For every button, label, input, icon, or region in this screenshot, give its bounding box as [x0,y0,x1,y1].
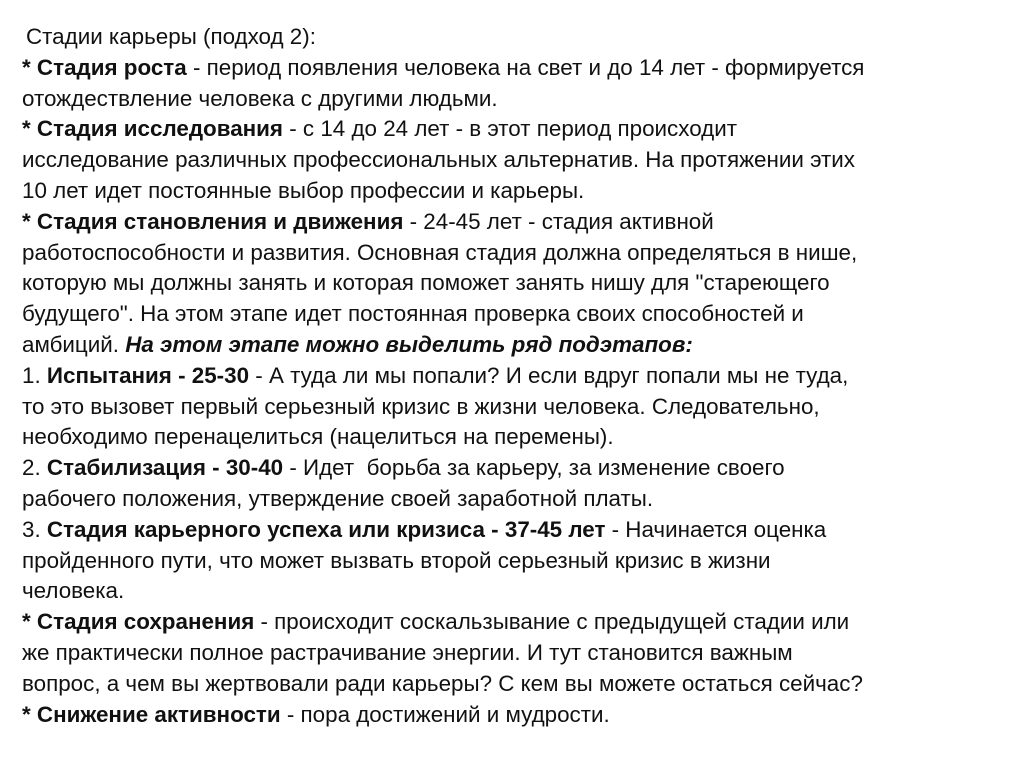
bold-text: Стадия карьерного успеха или кризиса - 37-45 лет [46,516,606,542]
plain-text: - А туда ли мы попали? И если вдруг попали мы не туда, [249,362,849,388]
bold-text: Испытания - 25-30 [46,362,250,388]
plain-text: - происходит соскальзывание с предыдущей стадии или [254,609,850,635]
bold-italic-text: На этом этапе можно выделить ряд подэтапов: [125,331,693,357]
text-line [22,84,1012,115]
plain-text: необходимо перенацелиться (нацелиться на перемены). [22,424,614,450]
plain-text: - период появления человека на свет и до 14 лет - формируется [186,54,865,80]
plain-text: пройденного пути, что может вызвать второй серьезный кризис в жизни [22,547,771,573]
plain-text: - Начинается оценка [605,516,827,542]
text-line [22,268,1012,299]
plain-text: - Идет борьба за карьеру, за изменение своего [283,455,785,481]
text-line [22,422,1012,453]
text-line [22,515,1012,546]
text-line [22,176,1012,207]
text-line [22,145,1012,176]
bold-text: * Стадия роста [22,54,187,80]
plain-text: вопрос, а чем вы жертвовали ради карьеры? С кем вы можете остаться сейчас? [22,670,863,696]
text-line [22,22,1012,53]
plain-text: - 24-45 лет - стадия активной [403,208,714,234]
text-line [22,114,1012,145]
plain-text: рабочего положения, утверждение своей заработной платы. [22,485,654,511]
plain-text: 2. [22,455,47,481]
text-line [22,238,1012,269]
career-stages-text [22,22,1012,730]
plain-text: 1. [22,362,47,388]
text-line [22,453,1012,484]
text-line [22,484,1012,515]
bold-text: * Снижение активности [22,701,281,727]
text-line [22,638,1012,669]
plain-text: работоспособности и развития. Основная стадия должна определяться в нише, [22,239,858,265]
plain-text: - пора достижений и мудрости. [280,701,610,727]
plain-text: отождествление человека с другими людьми. [22,85,498,111]
text-line [22,669,1012,700]
text-line [22,299,1012,330]
text-line [22,700,1012,731]
plain-text: человека. [22,578,125,604]
plain-text: 3. [22,516,47,542]
text-line [22,607,1012,638]
plain-text: - с 14 до 24 лет - в этот период происходит [283,116,737,142]
plain-text: же практически полное растрачивание энергии. И тут становится важным [22,639,793,665]
text-line [22,361,1012,392]
plain-text: Стадии карьеры (подход 2): [26,24,316,49]
text-line [22,330,1012,361]
text-line [22,207,1012,238]
plain-text: амбиций. [22,331,126,357]
bold-text: * Стадия становления и движения [22,208,404,234]
bold-text: Стабилизация - 30-40 [46,455,284,481]
text-line [22,546,1012,577]
plain-text: исследование различных профессиональных альтернатив. На протяжении этих [22,147,855,173]
plain-text: 10 лет идет постоянные выбор профессии и карьеры. [22,177,585,203]
plain-text: то это вызовет первый серьезный кризис в жизни человека. Следовательно, [22,393,820,419]
text-line [22,392,1012,423]
bold-text: * Стадия исследования [22,116,284,142]
text-line [22,576,1012,607]
bold-text: * Стадия сохранения [22,609,255,635]
text-line [22,53,1012,84]
plain-text: которую мы должны занять и которая поможет занять нишу для "стареющего [22,270,830,296]
plain-text: будущего". На этом этапе идет постоянная проверка своих способностей и [22,301,804,327]
